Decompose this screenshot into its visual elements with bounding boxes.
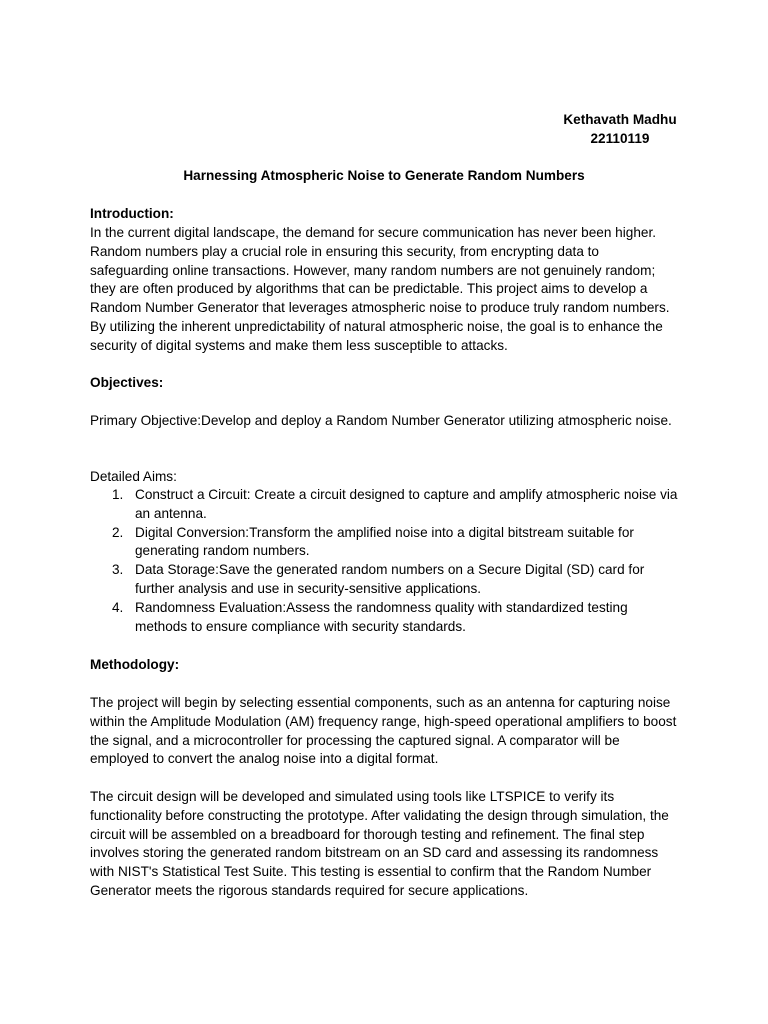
introduction-heading: Introduction: (90, 206, 174, 221)
list-item (90, 561, 680, 599)
introduction-body: In the current digital landscape, the demand for secure communication has never been higher. Random numbers play a crucial role in ensuring this security, from encrypting data to safeguarding online transactions. However, many random numbers are not genuinely random; they are often produced by algorithms that can be predictable. This project aims to develop a Random Number Generator that leverages atmospheric noise to produce truly random numbers. By utilizing the inherent unpredictability of natural atmospheric noise, the goal is to enhance the security of digital systems and make them less susceptible to attacks. (90, 225, 670, 353)
methodology-paragraph-2: The circuit design will be developed and simulated using tools like LTSPICE to verify its functionality before constructing the prototype. After validating the design through simulation, the circuit will be assembled on a breadboard for thorough testing and refinement. The final step involves storing the generated random bitstream on an SD card and assessing its randomness with NIST's Statistical Test Suite. This testing is essential to confirm that the Random Number Generator meets the rigorous standards required for secure applications. (90, 789, 669, 898)
list-number: 3. (112, 562, 124, 578)
document-title: Harnessing Atmospheric Noise to Generate Random Numbers (183, 168, 585, 183)
aims-list (90, 486, 680, 636)
list-text: Digital Conversion:Transform the amplified noise into a digital bitstream suitable for generating random numbers. (135, 524, 634, 559)
list-text: Construct a Circuit: Create a circuit designed to capture and amplify atmospheric noise via an antenna. (135, 487, 678, 521)
list-item (90, 486, 680, 524)
student-id: 22110119 (590, 130, 650, 146)
primary-objective: Primary Objective:Develop and deploy a Random Number Generator utilizing atmospheric noise. (90, 413, 672, 428)
list-number: 2. (112, 524, 124, 540)
list-number: 1. (112, 487, 124, 502)
list-text: Randomness Evaluation:Assess the randomness quality with standardized testing methods to ensure compliance with security standards. (135, 599, 628, 634)
methodology-paragraph-1: The project will begin by selecting essential components, such as an antenna for capturing noise within the Amplitude Modulation (AM) frequency range, high-speed operational amplifiers to boost the signal, and a microcontroller for processing the captured signal. A comparator will be employed to convert the analog noise into a digital format. (90, 695, 677, 767)
list-number: 4. (112, 599, 124, 615)
author-name: Kethavath Madhu (563, 112, 677, 127)
list-text: Data Storage:Save the generated random numbers on a Secure Digital (SD) card for further analysis and use in security-sensitive applications. (135, 562, 645, 596)
detailed-aims-label: Detailed Aims: (90, 469, 177, 484)
author-block (540, 111, 700, 149)
list-item (90, 599, 680, 637)
objectives-heading: Objectives: (90, 375, 164, 390)
list-item (90, 524, 680, 562)
methodology-heading: Methodology: (90, 657, 180, 672)
